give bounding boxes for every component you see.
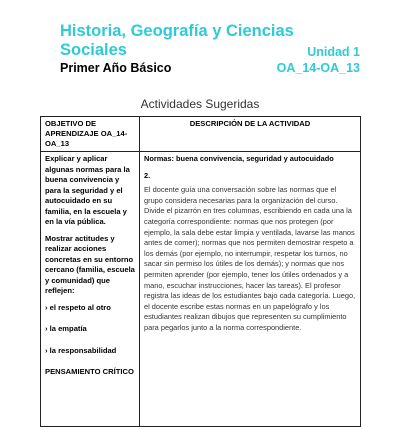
list-item: › la responsabilidad (45, 345, 117, 355)
list-item: › la empatía (45, 324, 87, 333)
objective-cell (41, 152, 140, 427)
objective-text-2: Mostrar actitudes y realizar acciones concretas en su entorno cercano (familia, escuela y comunidad) que reflejen: (45, 233, 135, 295)
oa-range-label: OA_14-OA_13 (276, 61, 360, 75)
unit-label: Unidad 1 (307, 45, 360, 59)
activity-description-text: El docente guía una conversación sobre las normas que el grupo considera necesarias para la organización del curso. Divide el pizarrón en tres columnas, escribiendo en cada una la categoría correspondiente: normas que nos protegen (por ejemplo, la sala debe estar limpia y ventilada, lavarse las manos antes de comer); normas que nos permiten demostrar respeto a los demás (por ejemplo, no interrumpir, respetar los turnos, no sacar sin permiso los útiles de los demás); y normas que nos permiten aprender (por ejemplo, tener los útiles ordenados y a mano, escuchar instrucciones, hacer las tareas). El profesor registra las ideas de los estudiantes bajo cada categoría. Luego, el docente escribe estas normas en un papelógrafo y los estudiantes realizan dibujos que representen su cumplimiento para pegarlos junto a la norma correspondiente. (144, 185, 356, 332)
activity-norms-heading: Normas: buena convivencia, seguridad y autocuidado (144, 154, 334, 163)
activity-table (40, 116, 361, 427)
objective-column-header: OBJETIVO DE APRENDIZAJE OA_14-OA_13 (41, 117, 140, 152)
critical-thinking-heading: PENSAMIENTO CRÍTICO (45, 367, 134, 376)
document-header (60, 22, 360, 75)
description-column-header: DESCRIPCIÓN DE LA ACTIVIDAD (140, 117, 361, 152)
objective-text-1: Explicar y aplicar algunas normas para la buena convivencia y para la seguridad y el autocuidado en su familia, en la escuela y en la vía pública. (45, 154, 130, 226)
table-row (41, 152, 361, 427)
activity-number: 2. (144, 170, 151, 180)
table-header-row (41, 117, 361, 152)
grade-label: Primer Año Básico (60, 61, 172, 75)
attitude-list (45, 303, 135, 357)
section-title: Actividades Sugeridas (140, 97, 260, 111)
subject-title: Historia, Geografía y Ciencias Sociales (60, 22, 294, 59)
activity-description-cell (140, 152, 361, 427)
list-item: › el respeto al otro (45, 302, 111, 312)
